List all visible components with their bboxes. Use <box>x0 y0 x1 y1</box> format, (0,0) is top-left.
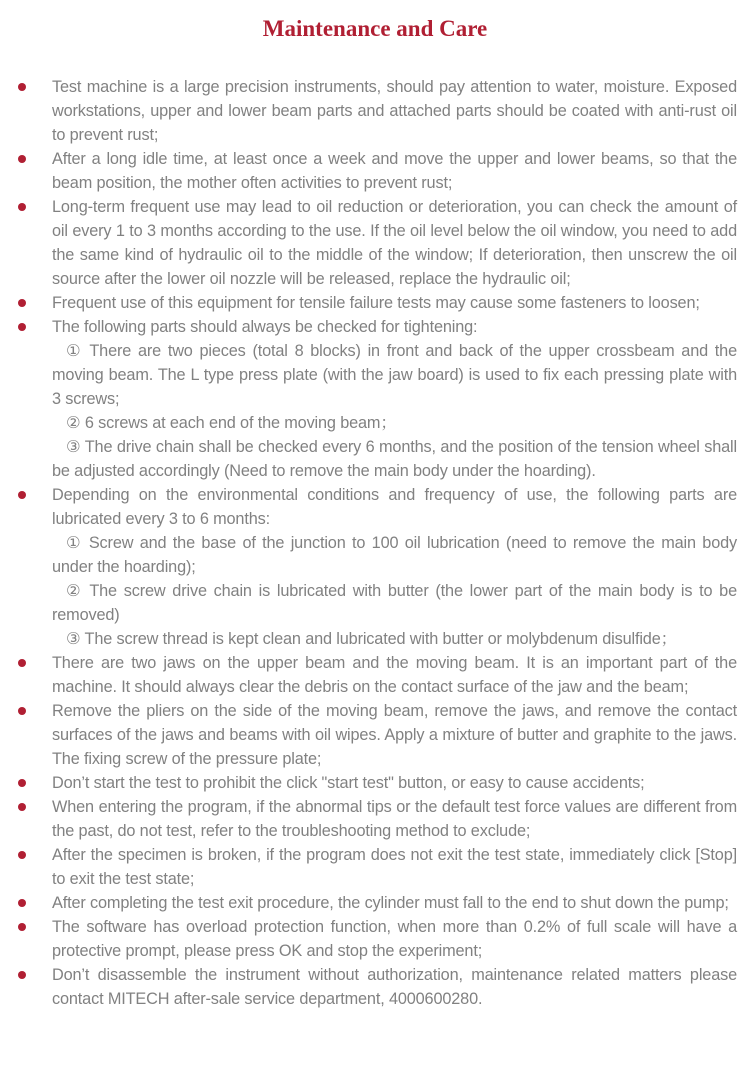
item-text: Depending on the environmental conditions and frequency of use, the following parts are lubricated every 3 to 6 months: <box>52 486 737 528</box>
list-item <box>18 195 737 291</box>
list-item <box>18 147 737 195</box>
list-item <box>18 75 737 147</box>
list-item <box>18 915 737 963</box>
list-item-content <box>52 315 737 483</box>
bullet-icon <box>18 659 26 667</box>
bullet-icon <box>18 299 26 307</box>
list-item <box>18 771 737 795</box>
list-item <box>18 651 737 699</box>
list-item <box>18 891 737 915</box>
list-item-content <box>52 891 737 915</box>
list-item <box>18 699 737 771</box>
bullet-icon <box>18 899 26 907</box>
list-item-content <box>52 195 737 291</box>
bullet-icon <box>18 707 26 715</box>
item-text: Don’t disassemble the instrument without authorization, maintenance related matters please contact MITECH after-sale service department, 4000600280. <box>52 966 737 1008</box>
item-text: Frequent use of this equipment for tensile failure tests may cause some fasteners to loosen; <box>52 294 700 312</box>
bullet-icon <box>18 155 26 163</box>
item-text: Don’t start the test to prohibit the click "start test" button, or easy to cause accidents; <box>52 774 645 792</box>
item-text: The software has overload protection function, when more than 0.2% of full scale will have a protective prompt, please press OK and stop the experiment; <box>52 918 737 960</box>
item-sub-text: ③ The screw thread is kept clean and lubricated with butter or molybdenum disulfide； <box>66 630 677 648</box>
list-item <box>18 795 737 843</box>
list-item <box>18 963 737 1011</box>
document-page <box>0 16 750 1081</box>
item-sub-text: ② The screw drive chain is lubricated with butter (the lower part of the main body is to be removed) <box>52 582 737 624</box>
bullet-icon <box>18 779 26 787</box>
list-item-content <box>52 651 737 699</box>
list-item-content <box>52 915 737 963</box>
item-sub-text: ① There are two pieces (total 8 blocks) in front and back of the upper crossbeam and the moving beam. The L type press plate (with the jaw board) is used to fix each pressing plate with 3 screws; <box>52 342 737 408</box>
item-sub-text: ② 6 screws at each end of the moving beam； <box>66 414 397 432</box>
bullet-icon <box>18 923 26 931</box>
list-item <box>18 483 737 651</box>
item-text: There are two jaws on the upper beam and the moving beam. It is an important part of the machine. It should always clear the debris on the contact surface of the jaw and the beam; <box>52 654 737 696</box>
maintenance-list <box>0 75 750 1011</box>
bullet-icon <box>18 803 26 811</box>
list-item-content <box>52 771 737 795</box>
list-item-content <box>52 795 737 843</box>
bullet-icon <box>18 851 26 859</box>
item-text: Test machine is a large precision instruments, should pay attention to water, moisture. Exposed workstations, upper and lower beam parts and attached parts should be coated with anti-rust oil to prevent rust; <box>52 78 737 144</box>
item-sub-text: ③ The drive chain shall be checked every 6 months, and the position of the tension wheel shall be adjusted accordingly (Need to remove the main body under the hoarding). <box>52 438 737 480</box>
item-text: After a long idle time, at least once a week and move the upper and lower beams, so that the beam position, the mother often activities to prevent rust; <box>52 150 737 192</box>
item-text: The following parts should always be checked for tightening: <box>52 318 478 336</box>
item-text: After the specimen is broken, if the program does not exit the test state, immediately click [Stop] to exit the test state; <box>52 846 737 888</box>
bullet-icon <box>18 491 26 499</box>
item-text: After completing the test exit procedure, the cylinder must fall to the end to shut down the pump; <box>52 894 729 912</box>
list-item <box>18 843 737 891</box>
list-item-content <box>52 843 737 891</box>
bullet-icon <box>18 83 26 91</box>
list-item-content <box>52 291 737 315</box>
item-text: Remove the pliers on the side of the moving beam, remove the jaws, and remove the contact surfaces of the jaws and beams with oil wipes. Apply a mixture of butter and graphite to the jaws. The fixing screw of the pressure plate; <box>52 702 737 768</box>
list-item <box>18 315 737 483</box>
list-item <box>18 291 737 315</box>
item-text: Long-term frequent use may lead to oil reduction or deterioration, you can check the amount of oil every 1 to 3 months according to the use. If the oil level below the oil window, you need to add the same kind of hydraulic oil to the middle of the window; If deterioration, then unscrew the oil source after the lower oil nozzle will be released, replace the hydraulic oil; <box>52 198 737 288</box>
list-item-content <box>52 75 737 147</box>
item-text: When entering the program, if the abnormal tips or the default test force values are different from the past, do not test, refer to the troubleshooting method to exclude; <box>52 798 737 840</box>
item-sub-text: ① Screw and the base of the junction to 100 oil lubrication (need to remove the main body under the hoarding); <box>52 534 737 576</box>
bullet-icon <box>18 323 26 331</box>
bullet-icon <box>18 971 26 979</box>
list-item-content <box>52 963 737 1011</box>
list-item-content <box>52 147 737 195</box>
page-title: Maintenance and Care <box>262 16 488 41</box>
bullet-icon <box>18 203 26 211</box>
list-item-content <box>52 699 737 771</box>
list-item-content <box>52 483 737 651</box>
